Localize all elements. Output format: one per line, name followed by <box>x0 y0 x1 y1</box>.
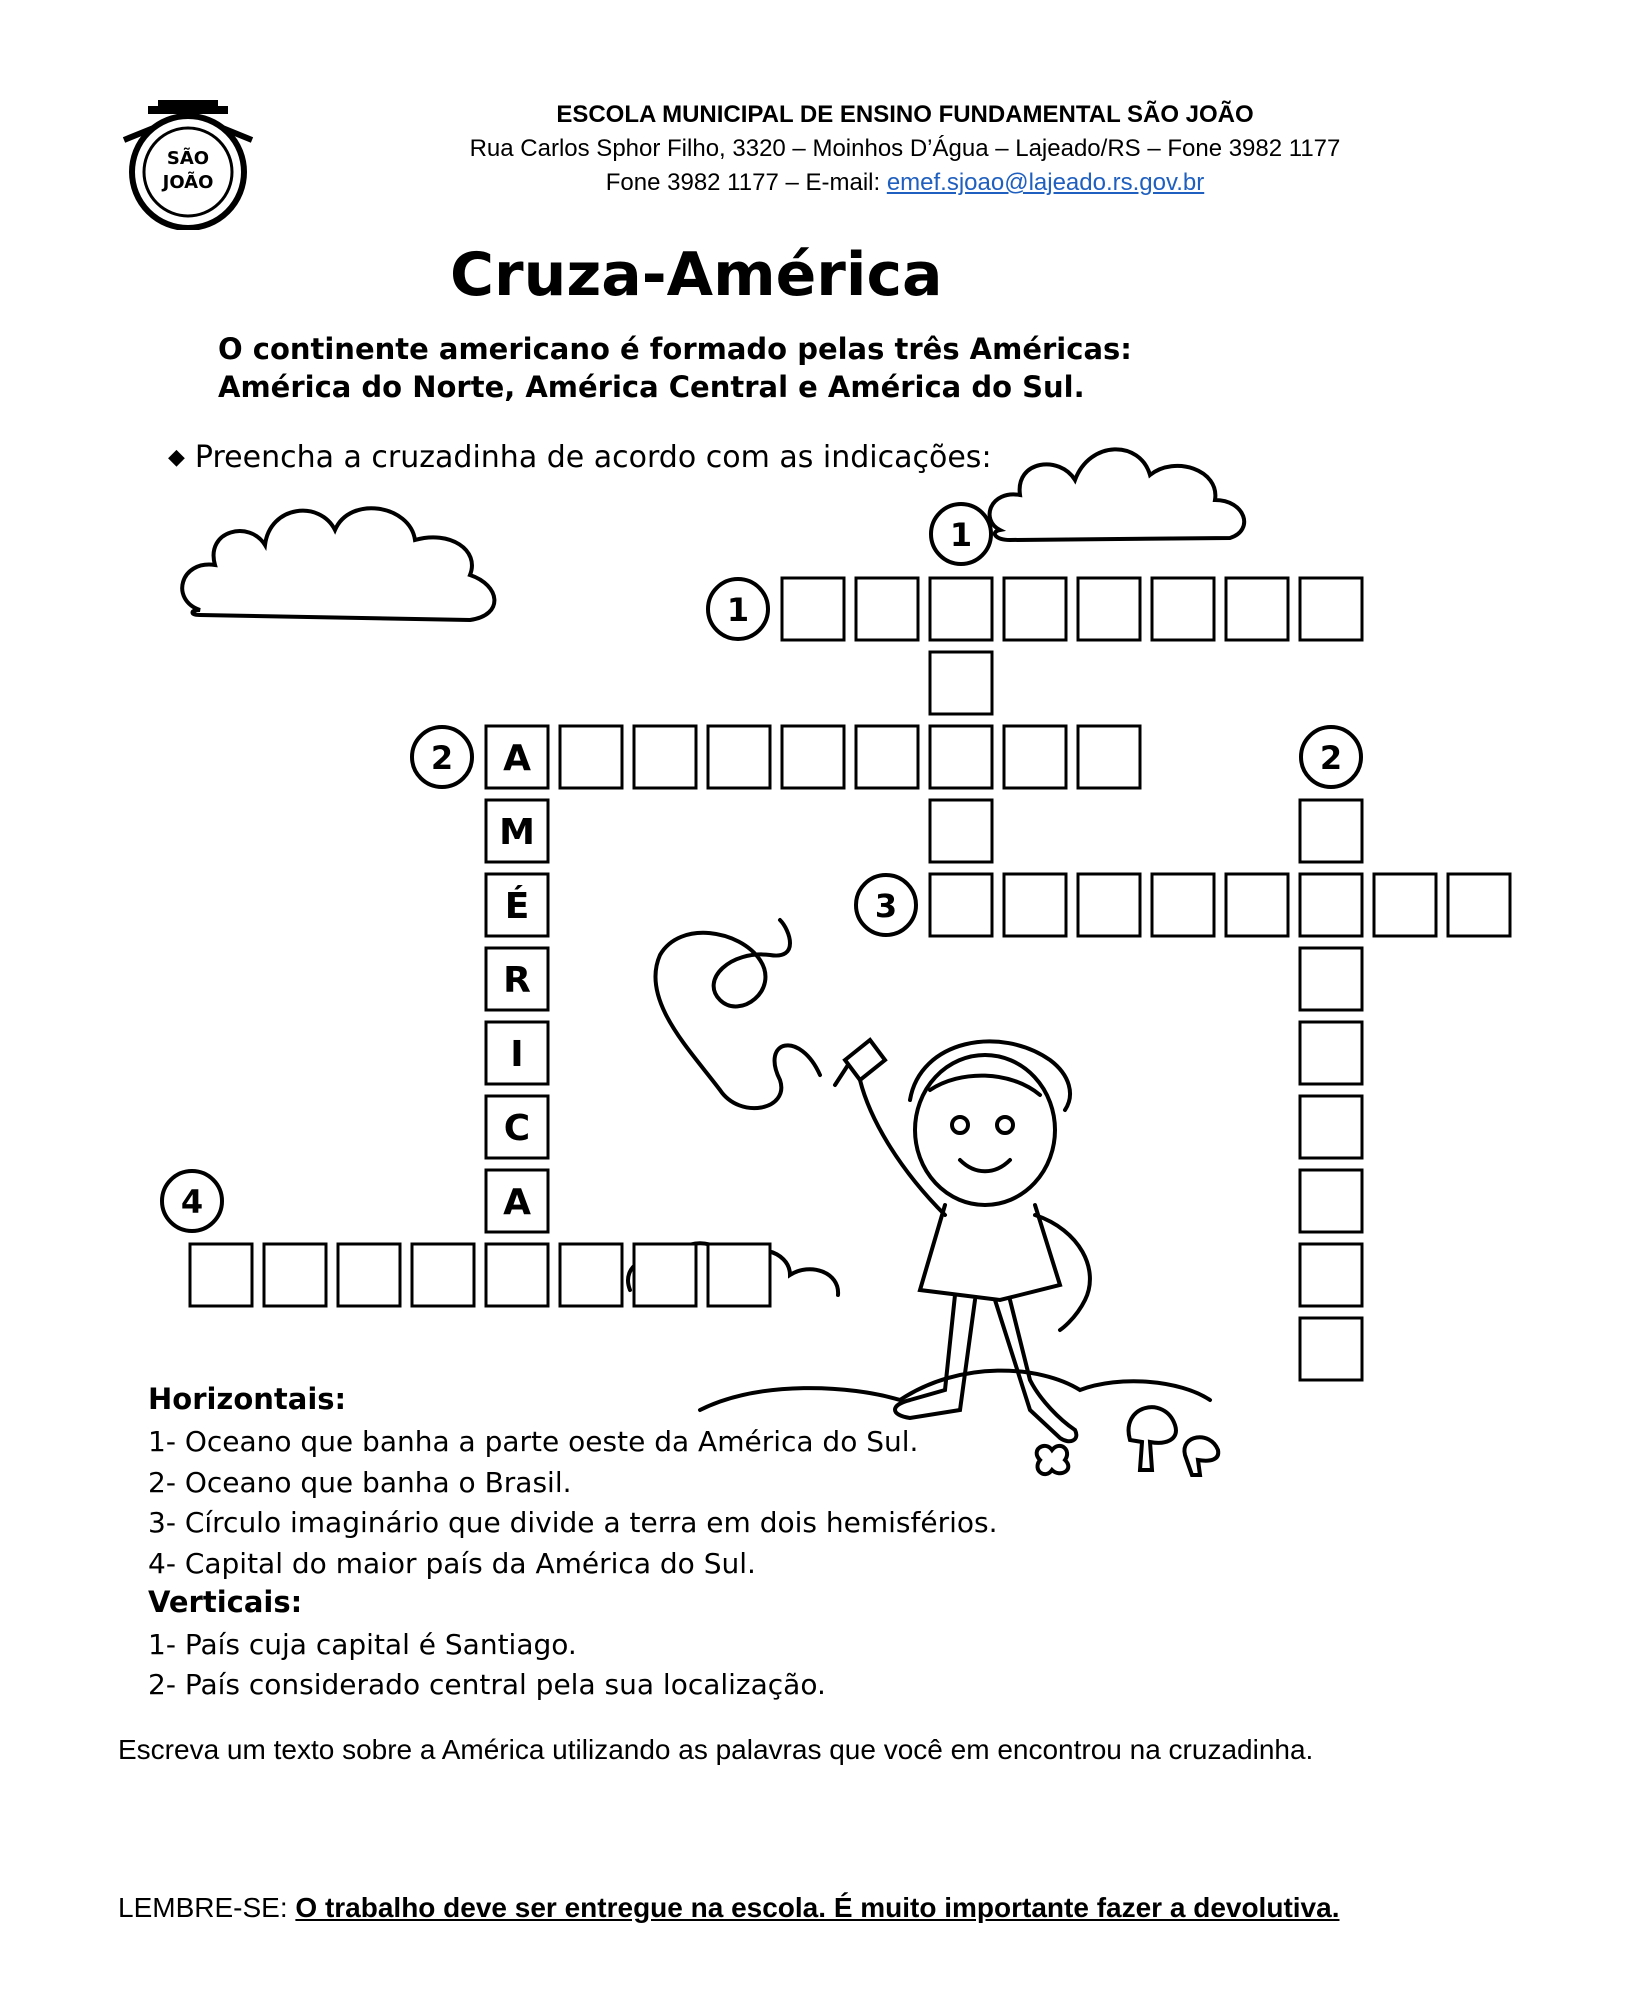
given-letter: A <box>503 738 531 779</box>
given-letter: I <box>510 1034 524 1075</box>
crossword-cell[interactable] <box>634 726 696 788</box>
crossword-cell[interactable] <box>338 1244 400 1306</box>
crossword-cell[interactable] <box>708 1244 770 1306</box>
crossword-cell[interactable] <box>1078 726 1140 788</box>
crossword-cell[interactable] <box>264 1244 326 1306</box>
crossword-cell[interactable] <box>708 726 770 788</box>
crossword-cell[interactable] <box>1300 578 1362 640</box>
crossword-cell[interactable] <box>1300 1318 1362 1380</box>
vertical-heading: Verticais: <box>148 1585 303 1619</box>
crossword-cell[interactable] <box>1448 874 1510 936</box>
crossword-cell[interactable] <box>782 726 844 788</box>
logo-text-top: SÃO <box>166 148 210 169</box>
school-name: ESCOLA MUNICIPAL DE ENSINO FUNDAMENTAL SÃO JOÃO <box>556 101 1254 128</box>
crossword-cell[interactable] <box>856 726 918 788</box>
crossword-cell[interactable] <box>560 726 622 788</box>
given-letter: A <box>503 1182 531 1223</box>
intro-line-2: América do Norte, América Central e América do Sul. <box>218 370 1085 404</box>
pencil-trail-icon <box>655 920 820 1108</box>
crossword-cell[interactable] <box>1152 578 1214 640</box>
given-letter: C <box>503 1108 531 1149</box>
clue-number-h2 <box>412 727 472 787</box>
horizontal-heading: Horizontais: <box>148 1382 347 1416</box>
bullet-icon: ◆ <box>168 445 185 470</box>
crossword-cell[interactable] <box>190 1244 252 1306</box>
clue-number-v2 <box>1301 727 1361 787</box>
crossword-cell[interactable] <box>930 652 992 714</box>
crossword-cell[interactable] <box>1004 726 1066 788</box>
crossword-cell[interactable] <box>930 726 992 788</box>
intro-line-1: O continente americano é formado pelas três Américas: <box>218 332 1132 366</box>
crossword-cell[interactable] <box>1300 874 1362 936</box>
reminder-text: O trabalho deve ser entregue na escola. É muito importante fazer a devolutiva. <box>295 1892 1340 1923</box>
logo-text-bottom: JOÃO <box>162 172 214 193</box>
crossword-cell[interactable] <box>1004 578 1066 640</box>
crossword-cell[interactable] <box>1300 1170 1362 1232</box>
crossword-cell[interactable] <box>856 578 918 640</box>
reminder <box>118 1888 1378 1928</box>
clue-number-h1 <box>708 579 768 639</box>
horizontal-clue-2: 2- Oceano que banha o Brasil. <box>148 1466 572 1499</box>
given-letter: É <box>504 886 530 927</box>
crossword-cell[interactable] <box>930 578 992 640</box>
crossword-cell[interactable] <box>1300 800 1362 862</box>
crossword-cell[interactable] <box>1300 1022 1362 1084</box>
cloud-right-icon <box>990 449 1245 540</box>
reminder-label: LEMBRE-SE: <box>118 1892 296 1923</box>
school-email-link[interactable]: emef.sjoao@lajeado.rs.gov.br <box>886 169 1205 196</box>
crossword-cell[interactable] <box>486 1244 548 1306</box>
crossword-cell[interactable] <box>1078 578 1140 640</box>
crossword-cell[interactable] <box>412 1244 474 1306</box>
essay-prompt: Escreva um texto sobre a América utilizando as palavras que você em encontrou na cruzadinha. <box>118 1734 1314 1765</box>
svg-text:3: 3 <box>874 887 898 925</box>
crossword-cell[interactable] <box>1374 874 1436 936</box>
crossword-cell[interactable] <box>930 800 992 862</box>
clue-number-h3 <box>856 875 916 935</box>
crossword-cell[interactable] <box>1300 1244 1362 1306</box>
crossword-cell[interactable] <box>1078 874 1140 936</box>
mushroom-icon <box>1129 1407 1176 1470</box>
flower-icon <box>1037 1446 1069 1474</box>
crossword-grid <box>190 578 1510 1380</box>
crossword-cell[interactable] <box>1300 948 1362 1010</box>
worksheet-title: Cruza-América <box>450 240 943 310</box>
instruction-text: Preencha a cruzadinha de acordo com as indicações: <box>194 440 992 475</box>
contact-phone: Fone 3982 1177 – E-mail: <box>605 169 887 196</box>
svg-text:2: 2 <box>1319 739 1343 777</box>
vertical-clue-1: 1- País cuja capital é Santiago. <box>148 1628 577 1661</box>
svg-text:1: 1 <box>949 516 973 554</box>
crossword-cell[interactable] <box>782 578 844 640</box>
crossword-cell[interactable] <box>560 1244 622 1306</box>
svg-text:1: 1 <box>726 591 750 629</box>
crossword-cell[interactable] <box>1152 874 1214 936</box>
crossword-cell[interactable] <box>1226 578 1288 640</box>
cloud-left-icon <box>182 508 494 620</box>
vertical-clue-2: 2- País considerado central pela sua localização. <box>148 1668 826 1701</box>
svg-text:4: 4 <box>180 1183 204 1221</box>
crossword-cell[interactable] <box>634 1244 696 1306</box>
clue-number-v1 <box>931 504 991 564</box>
school-address: Rua Carlos Sphor Filho, 3320 – Moinhos D’Água – Lajeado/RS – Fone 3982 1177 <box>469 135 1341 162</box>
crossword-cell[interactable] <box>1226 874 1288 936</box>
crossword-cell[interactable] <box>1004 874 1066 936</box>
given-letter: R <box>503 960 531 1001</box>
svg-text:2: 2 <box>430 739 454 777</box>
boy-illustration-icon <box>835 1040 1090 1441</box>
horizontal-clue-3: 3- Círculo imaginário que divide a terra em dois hemisférios. <box>148 1506 998 1539</box>
horizontal-clue-4: 4- Capital do maior país da América do Sul. <box>148 1547 756 1580</box>
clue-number-h4 <box>162 1171 222 1231</box>
given-letter: M <box>499 812 535 853</box>
crossword-cell[interactable] <box>930 874 992 936</box>
horizontal-clue-1: 1- Oceano que banha a parte oeste da América do Sul. <box>148 1425 919 1458</box>
crossword-cell[interactable] <box>1300 1096 1362 1158</box>
